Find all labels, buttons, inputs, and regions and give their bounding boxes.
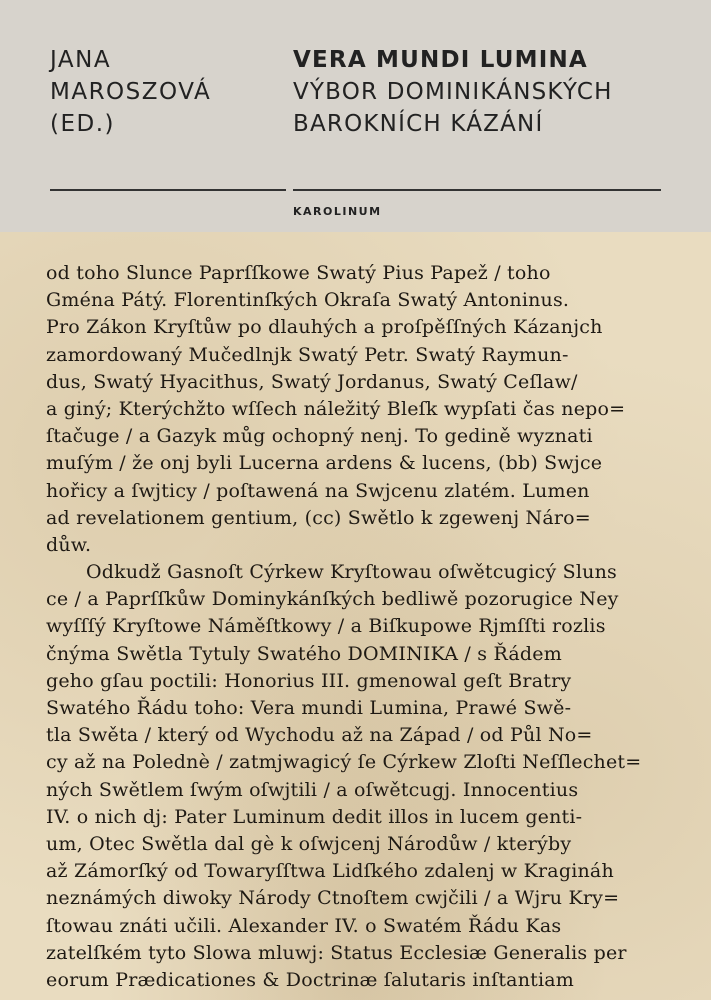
scan-line: dus, Swatý Hyacithus, Swatý Jordanus, Swatý Ceſlaw/ <box>46 370 578 393</box>
scan-line: zamordowaný Mučedlnjk Swatý Petr. Swatý Raymun- <box>46 343 569 366</box>
scan-line: wyſſſý Kryſtowe Náměſtkowy / a Biſkupowe Rjmſſti rozlis <box>46 615 606 638</box>
scan-line: a giný; Kterýchžto wſſech náležitý Bleſk wypſati čas nepo= <box>46 397 626 420</box>
book-subtitle-line: VÝBOR DOMINIKÁNSKÝCH <box>293 79 613 105</box>
scan-line: ce / a Paprſſkůw Dominykánſkých bedliwě pozorugice Ney <box>46 588 619 611</box>
divider-right <box>293 189 661 191</box>
author-line: (ED.) <box>50 111 115 137</box>
scan-text <box>46 260 670 994</box>
scan-line: IV. o nich dj: Pater Luminum dedit illos in lucem genti- <box>46 805 583 828</box>
book-subtitle-line: BAROKNÍCH KÁZÁNÍ <box>293 111 544 137</box>
title-block <box>293 44 613 140</box>
scan-line: až Zámorſký od Towaryſſtwa Lidſkého zdalenj w Kragináh <box>46 860 614 883</box>
scan-line: ad revelationem gentium, (cc) Swětlo k zgewenj Náro= <box>46 506 591 529</box>
author-line: MAROSZOVÁ <box>50 79 212 105</box>
book-title: VERA MUNDI LUMINA <box>293 47 588 73</box>
scan-line: neznámých diwoky Národy Ctnoſtem cwjčili / a Wjru Kry= <box>46 887 620 910</box>
scan-line: eorum Prædicationes & Doctrinæ ſalutaris inſtantiam <box>46 968 574 991</box>
publisher-name: KAROLINUM <box>293 205 382 218</box>
author-line: JANA <box>50 47 112 73</box>
cover-header <box>0 0 711 232</box>
scan-line: zatelſkém tyto Slowa mluwj: Status Ecclesiæ Generalis per <box>46 941 627 964</box>
scan-line: tla Swěta / který od Wychodu až na Západ / od Půl No= <box>46 724 593 747</box>
scan-line: důw. <box>46 533 92 556</box>
scan-line: Pro Zákon Kryſtůw po dlauhých a proſpěſſných Kázanjch <box>46 316 603 339</box>
scan-line: Swatého Řádu toho: Vera mundi Lumina, Prawé Swě- <box>46 697 572 719</box>
scan-line: hořicy a ſwjticy / poſtawená na Swjcenu zlatém. Lumen <box>46 479 590 502</box>
old-print-scan <box>0 232 711 1000</box>
scan-line: muſým / že onj byli Lucerna ardens & lucens, (bb) Swjce <box>46 452 603 475</box>
scan-line: ſtačuge / a Gazyk můg ochopný nenj. To gedině wyznati <box>46 425 593 448</box>
scan-line: ſtowau znáti učili. Alexander IV. o Swatém Řádu Kas <box>46 914 562 937</box>
scan-line: geho gſau poctili: Honorius III. gmenowal geſt Bratry <box>46 669 572 692</box>
scan-line: od toho Slunce Paprſſkowe Swatý Pius Papež / toho <box>46 262 551 284</box>
scan-line: čnýma Swětla Tytuly Swatého DOMINIKA / s Řádem <box>46 642 562 665</box>
divider-left <box>50 189 286 191</box>
scan-line: ných Swětlem ſwým oſwjtili / a oſwětcugj. Innocentius <box>46 778 579 801</box>
scan-line: Gména Pátý. Florentinſkých Okraſa Swatý Antoninus. <box>46 289 570 312</box>
author-block <box>50 44 211 140</box>
scan-line: cy až na Polednè / zatmjwagicý ſe Cýrkew Zloſti Neſſlechet= <box>46 751 642 774</box>
scan-line: Odkudž Gasnoſt Cýrkew Kryſtowau oſwětcugicý Sluns <box>86 561 618 584</box>
scan-line: um, Otec Swětla dal gè k oſwjcenj Národůw / kterýby <box>46 832 572 855</box>
